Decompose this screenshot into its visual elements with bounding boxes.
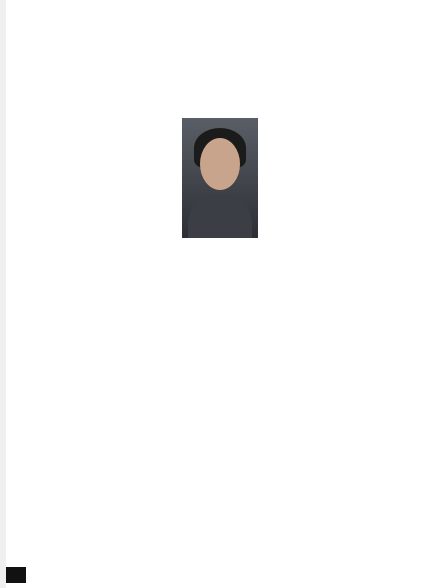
- headline-line-2: [70, 46, 410, 84]
- photo-figure-body: [188, 194, 252, 238]
- article-column-right: [270, 143, 420, 581]
- byline: [300, 128, 304, 141]
- page-edge: [0, 0, 6, 588]
- photo-figure-face: [200, 138, 240, 190]
- article-column-left: [58, 267, 258, 579]
- author-photo: [182, 118, 258, 238]
- article-column-left-top: [58, 143, 178, 251]
- headline-line-1: [20, 2, 400, 40]
- page-number: [6, 567, 26, 583]
